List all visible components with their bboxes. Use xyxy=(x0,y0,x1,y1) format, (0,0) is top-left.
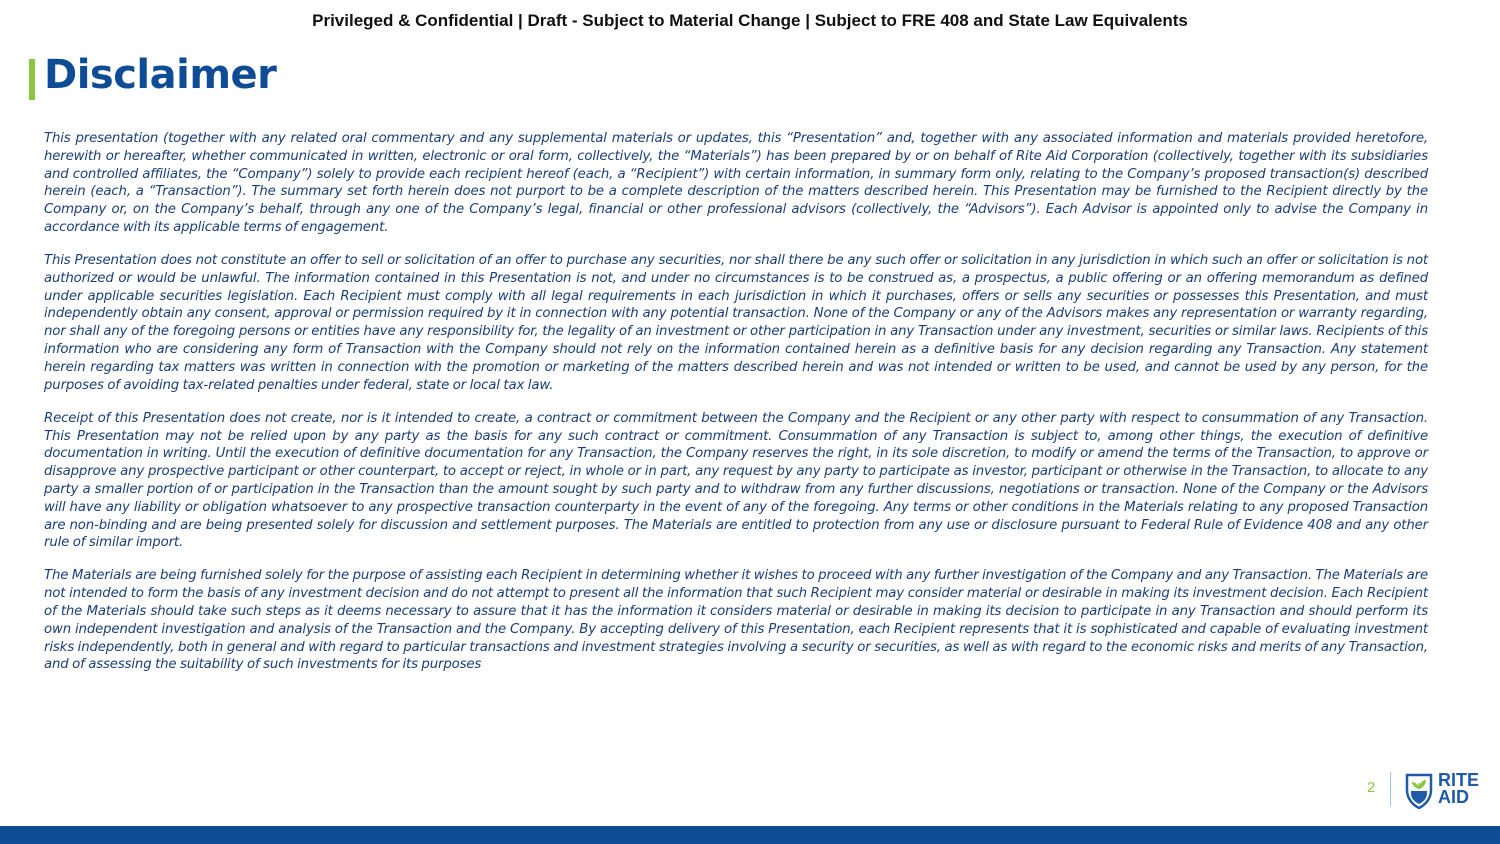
logo-divider xyxy=(1390,772,1391,806)
rite-aid-logo xyxy=(1405,772,1485,810)
disclaimer-paragraph-4: The Materials are being furnished solely for the purpose of assisting each Recipient in determining whether it wishes to proceed with any further investigation of the Company and any Transaction. The Materials are not intended to form the basis of any investment decision and do not attempt to present all the information that such Recipient may consider material or desirable in making its investment decision. Each Recipient of the Materials should take such steps as it deems necessary to assure that it has the information it considers material or desirable in making its decision to participate in any Transaction and should perform its own independent investigation and analysis of the Transaction and the Company. By accepting delivery of this Presentation, each Recipient represents that it is sophisticated and capable of evaluating investment risks independently, both in general and with regard to particular transactions and investment strategies involving a security or securities, as well as with regard to the economic risks and merits of any Transaction, and of assessing the suitability of such investments for its purposes xyxy=(44,568,1428,673)
disclaimer-body xyxy=(44,130,1428,690)
footer-band xyxy=(0,826,1500,844)
title-accent-bar xyxy=(29,59,35,100)
page-number: 2 xyxy=(1367,779,1376,796)
logo-line-1: RITE xyxy=(1438,770,1480,790)
rite-aid-shield-icon xyxy=(1405,773,1433,809)
disclaimer-paragraph-2: This Presentation does not constitute an offer to sell or solicitation of an offer to purchase any securities, nor shall there be any such offer or solicitation in any jurisdiction in which such an offer or solicitation is not authorized or would be unlawful. The information contained in this Presentation is not, and under no circumstances is to be construed as, a prospectus, a public offering or an offering memorandum as defined under applicable securities legislation. Each Recipient must comply with all legal requirements in each jurisdiction in which it purchases, offers or sells any securities or possesses this Presentation, and must independently obtain any consent, approval or permission required by it in connection with any potential transaction. None of the Company or any of the Advisors makes any representation or warranty regarding, nor shall any of the foregoing persons or entities have any responsibility for, the legality of an investment or other participation in any Transaction under any investment, securities or similar laws. Recipients of this information who are considering any form of Transaction with the Company should not rely on the information contained herein as a definitive basis for any decision regarding any Transaction. Any statement herein regarding tax matters was written in connection with the promotion or marketing of the matters described herein and was not intended or written to be used, and cannot be used by any person, for the purposes of avoiding tax-related penalties under federal, state or local tax law. xyxy=(44,253,1428,393)
disclaimer-paragraph-1: This presentation (together with any related oral commentary and any supplemental materials or updates, this “Presentation” and, together with any associated information and materials provided heretofore, herewith or hereafter, whether communicated in written, electronic or oral form, collectively, the “Materials”) has been prepared by or on behalf of Rite Aid Corporation (collectively, together with its subsidiaries and controlled affiliates, the “Company”) solely to provide each recipient hereof (each, a “Recipient”) with certain information, in summary form only, relating to the Company’s proposed transaction(s) described herein (each, a “Transaction”). The summary set forth herein does not purport to be a complete description of the matters described herein. This Presentation may be furnished to the Recipient directly by the Company or, on the Company’s behalf, through any one of the Company’s legal, financial or other professional advisors (collectively, the “Advisors”). Each Advisor is appointed only to advise the Company in accordance with its applicable terms of engagement. xyxy=(44,131,1428,235)
logo-wordmark xyxy=(1438,772,1479,806)
slide-title: Disclaimer xyxy=(44,52,277,98)
confidentiality-header: Privileged & Confidential | Draft - Subject to Material Change | Subject to FRE 408 and State Law Equivalents xyxy=(312,11,1188,30)
disclaimer-paragraph-3: Receipt of this Presentation does not create, nor is it intended to create, a contract or commitment between the Company and the Recipient or any other party with respect to consummation of any Transaction. This Presentation may not be relied upon by any party as the basis for any such contract or commitment. Consummation of any Transaction is subject to, among other things, the execution of definitive documentation in writing. Until the execution of definitive documentation for any Transaction, the Company reserves the right, in its sole discretion, to modify or amend the terms of the Transaction, to approve or disapprove any prospective participant or other counterpart, to accept or reject, in whole or in part, any request by any party to participate as investor, participant or otherwise in the Transaction, to allocate to any party a smaller portion of or participation in the Transaction than the amount sought by such party and to withdraw from any further discussions, negotiations or transaction. None of the Company or the Advisors will have any liability or obligation whatsoever to any prospective transaction counterparty in the event of any of the foregoing. Any terms or other conditions in the Materials relating to any proposed Transaction are non-binding and are being presented solely for discussion and settlement purposes. The Materials are entitled to protection from any use or disclosure pursuant to Federal Rule of Evidence 408 and any other rule of similar import. xyxy=(44,410,1428,551)
logo-line-2: AID xyxy=(1438,787,1469,807)
